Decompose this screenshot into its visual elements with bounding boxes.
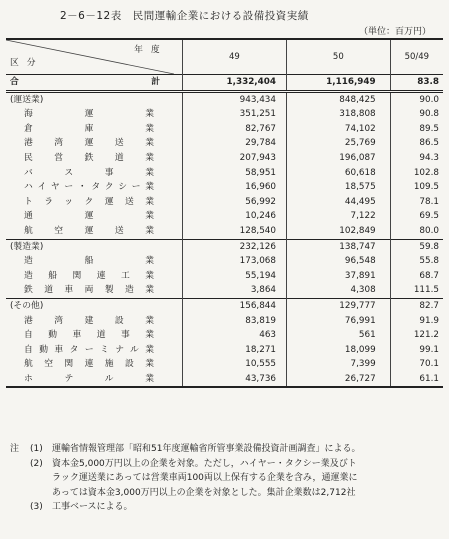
group-label: (製造業) xyxy=(6,239,182,254)
row-label: ハイヤー・タクシー業 xyxy=(24,182,154,193)
note-text: 運輸省情報管理部「昭和51年度運輸省所管事業設備投資計画調査」による。 xyxy=(52,444,361,454)
col-header-ratio: 50/49 xyxy=(390,39,443,75)
row-ratio: 78.1 xyxy=(390,195,443,210)
row-value-49: 43,736 xyxy=(182,372,286,388)
group-value-50: 129,777 xyxy=(287,298,391,313)
row-value-49: 10,555 xyxy=(182,357,286,372)
row-value-49: 56,992 xyxy=(182,195,286,210)
group-value-49: 156,844 xyxy=(182,298,286,313)
total-value-50: 1,116,949 xyxy=(287,75,391,92)
table-row xyxy=(6,357,443,372)
row-ratio: 89.5 xyxy=(390,122,443,137)
corner-category-label: 区分 xyxy=(10,58,44,68)
group-row xyxy=(6,298,443,313)
row-value-50: 4,308 xyxy=(287,283,391,298)
table-row xyxy=(6,122,443,137)
row-value-50: 25,769 xyxy=(287,136,391,151)
row-ratio: 94.3 xyxy=(390,151,443,166)
note-mark xyxy=(10,457,30,472)
note-number: (2) xyxy=(30,458,43,469)
table-row xyxy=(6,166,443,181)
group-value-50: 138,747 xyxy=(287,239,391,254)
row-value-49: 55,194 xyxy=(182,269,286,284)
row-value-49: 3,864 xyxy=(182,283,286,298)
row-label: バス事業 xyxy=(24,167,154,178)
table-title: 2－6－12表 民間運輸企業における設備投資実績 xyxy=(60,10,309,22)
row-value-49: 82,767 xyxy=(182,122,286,137)
row-ratio: 99.1 xyxy=(390,343,443,358)
row-value-50: 96,548 xyxy=(287,254,391,269)
note-number: (3) xyxy=(30,502,43,512)
table-row xyxy=(6,372,443,388)
row-label: 通運業 xyxy=(24,211,154,222)
total-row xyxy=(6,75,443,92)
table-row xyxy=(6,136,443,151)
row-ratio: 121.2 xyxy=(390,328,443,343)
table-row xyxy=(6,151,443,166)
total-value-49: 1,332,404 xyxy=(182,75,286,92)
row-value-50: 60,618 xyxy=(287,166,391,181)
row-value-49: 58,951 xyxy=(182,166,286,181)
group-value-49: 943,434 xyxy=(182,91,286,107)
row-ratio: 91.9 xyxy=(390,314,443,329)
group-value-49: 232,126 xyxy=(182,239,286,254)
table-row xyxy=(6,314,443,329)
group-ratio: 82.7 xyxy=(390,298,443,313)
row-label: 造船関連工業 xyxy=(24,270,154,281)
row-value-50: 18,575 xyxy=(287,180,391,195)
row-value-49: 83,819 xyxy=(182,314,286,329)
note-number xyxy=(30,486,52,501)
row-value-50: 561 xyxy=(287,328,391,343)
row-ratio: 55.8 xyxy=(390,254,443,269)
header-row xyxy=(6,39,443,75)
table-row xyxy=(6,195,443,210)
col-header-50: 50 xyxy=(287,39,391,75)
row-value-49: 29,784 xyxy=(182,136,286,151)
row-label: 航空関連施設業 xyxy=(24,359,154,370)
table-row xyxy=(6,283,443,298)
row-ratio: 86.5 xyxy=(390,136,443,151)
row-value-50: 26,727 xyxy=(287,372,391,388)
row-value-50: 74,102 xyxy=(287,122,391,137)
header-corner xyxy=(6,40,182,74)
table-row xyxy=(6,254,443,269)
note-text: あっては資本金3,000万円以上の企業を対象とした。集計企業数は2,712社 xyxy=(52,487,356,498)
investment-table xyxy=(6,38,443,388)
row-ratio: 111.5 xyxy=(390,283,443,298)
note-line xyxy=(10,486,440,501)
row-ratio: 68.7 xyxy=(390,269,443,284)
note-mark xyxy=(10,486,30,501)
note-number: (1) xyxy=(30,444,43,454)
group-row xyxy=(6,91,443,107)
row-label: 倉庫業 xyxy=(24,123,154,134)
row-value-49: 463 xyxy=(182,328,286,343)
row-label: 港湾運送業 xyxy=(24,138,154,149)
table-row xyxy=(6,269,443,284)
total-ratio: 83.8 xyxy=(390,75,443,92)
note-line xyxy=(10,457,440,472)
row-value-50: 44,495 xyxy=(287,195,391,210)
row-value-50: 318,808 xyxy=(287,107,391,122)
row-value-49: 173,068 xyxy=(182,254,286,269)
row-value-50: 7,399 xyxy=(287,357,391,372)
group-label: (その他) xyxy=(6,298,182,313)
note-line xyxy=(10,500,440,515)
row-label: 自動車ターミナル業 xyxy=(24,344,154,355)
note-mark: 注 xyxy=(10,444,20,454)
row-value-49: 351,251 xyxy=(182,107,286,122)
row-label: 海運業 xyxy=(24,109,154,120)
row-label: 民営鉄道業 xyxy=(24,152,154,163)
table-row xyxy=(6,107,443,122)
table-row xyxy=(6,224,443,239)
note-number xyxy=(30,471,52,486)
row-value-49: 16,960 xyxy=(182,180,286,195)
col-header-49: 49 xyxy=(182,39,286,75)
row-value-50: 76,991 xyxy=(287,314,391,329)
group-row xyxy=(6,239,443,254)
unit-label: （単位：百万円） xyxy=(358,27,431,37)
row-label: トラック運送業 xyxy=(24,196,154,207)
row-label: 港湾建設業 xyxy=(24,315,154,326)
row-ratio: 90.8 xyxy=(390,107,443,122)
table-row xyxy=(6,209,443,224)
notes xyxy=(10,442,440,515)
row-label: 造船業 xyxy=(24,256,154,267)
table-row xyxy=(6,343,443,358)
row-label: 自動車道事業 xyxy=(24,330,154,341)
row-label: 鉄道車両製造業 xyxy=(24,285,154,296)
row-ratio: 109.5 xyxy=(390,180,443,195)
row-ratio: 61.1 xyxy=(390,372,443,388)
group-label: (運送業) xyxy=(10,94,44,105)
row-value-49: 207,943 xyxy=(182,151,286,166)
row-ratio: 80.0 xyxy=(390,224,443,239)
note-mark xyxy=(10,500,30,515)
table-row xyxy=(6,180,443,195)
group-ratio: 90.0 xyxy=(390,91,443,107)
row-ratio: 69.5 xyxy=(390,209,443,224)
table-row xyxy=(6,328,443,343)
row-ratio: 102.8 xyxy=(390,166,443,181)
row-value-50: 196,087 xyxy=(287,151,391,166)
corner-year-label: 年度 xyxy=(134,45,168,55)
row-value-50: 37,891 xyxy=(287,269,391,284)
note-line xyxy=(10,471,440,486)
row-value-49: 128,540 xyxy=(182,224,286,239)
row-ratio: 70.1 xyxy=(390,357,443,372)
note-text: ラック運送業にあっては営業車両100両以上保有する企業を含み，通運業に xyxy=(52,473,358,483)
row-value-49: 18,271 xyxy=(182,343,286,358)
total-label: 合 計 xyxy=(10,77,160,87)
group-ratio: 59.8 xyxy=(390,239,443,254)
note-mark xyxy=(10,471,30,486)
row-value-50: 7,122 xyxy=(287,209,391,224)
note-text: 資本金5,000万円以上の企業を対象。ただし，ハイヤー・タクシー業及びト xyxy=(52,458,357,469)
note-line xyxy=(10,442,440,457)
row-value-50: 18,099 xyxy=(287,343,391,358)
row-label: ホテル業 xyxy=(24,373,154,384)
note-text: 工事ベースによる。 xyxy=(52,502,133,512)
row-value-49: 10,246 xyxy=(182,209,286,224)
row-label: 航空運送業 xyxy=(24,225,154,236)
row-value-50: 102,849 xyxy=(287,224,391,239)
group-value-50: 848,425 xyxy=(287,91,391,107)
